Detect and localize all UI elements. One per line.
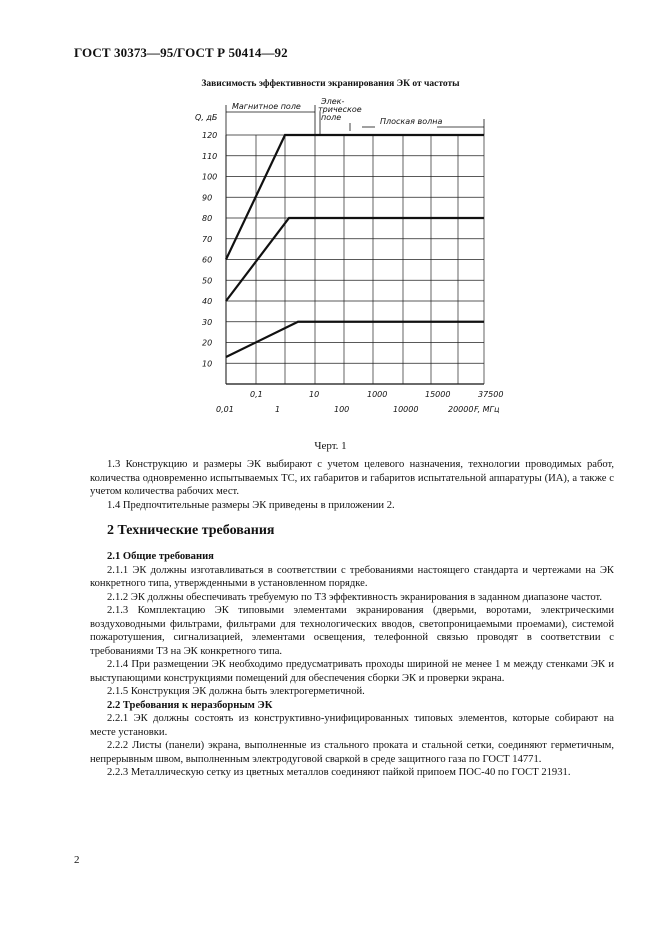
y-tick-label: 50: [202, 276, 213, 286]
x-tick-label-upper: 37500: [478, 390, 504, 399]
subsection-heading: 2.1 Общие требования: [107, 551, 214, 562]
chart-grid: [226, 135, 484, 384]
y-tick-label: 80: [202, 214, 213, 223]
region-label-magnetic: Магнитное поле: [232, 102, 301, 111]
figure-caption: Черт. 1: [314, 440, 347, 452]
figure-title: Зависимость эффективности экранирования ЭК от частоты: [201, 79, 460, 89]
shielding-chart: [190, 95, 504, 425]
intro-paragraphs: [90, 458, 614, 512]
paragraph-1-4: 1.4 Предпочтительные размеры ЭК приведены в приложении 2.: [107, 499, 395, 511]
y-tick-label: 40: [202, 297, 213, 306]
section-title: 2 Технические требования: [107, 523, 275, 538]
paragraph: 2.2.1 ЭК должны состоять из конструктивно-унифицированных типовых элементов, которые собирают на месте установки.: [90, 713, 614, 738]
main-paragraphs: [90, 550, 614, 780]
paragraph: 2.1.3 Комплектацию ЭК типовыми элементами экранирования (дверьми, воротами, электрическими воздуховодными фильтрами, фильтрами для технологических вводов, светопроницаемыми проемами), системой пожаротушения, сигнализацией, элементами освещения, телефонной связью проводят в соответствии с требованиями ТЗ на ЭК конкретного типа.: [90, 605, 614, 657]
paragraph: 2.1.1 ЭК должны изготавливаться в соответствии с требованиями настоящего стандарта и чертежами на ЭК конкретного типа, утвержденными в установленном порядке.: [90, 564, 614, 589]
x-tick-label-lower: 10000: [393, 405, 419, 414]
y-tick-label: 100: [202, 172, 218, 182]
paragraph: 2.2.3 Металлическую сетку из цветных металлов соединяют пайкой припоем ПОС-40 по ГОСТ 21931.: [107, 767, 571, 778]
x-tick-label-lower: 0,01: [216, 405, 234, 414]
x-tick-labels: [216, 390, 503, 414]
y-tick-label: 10: [202, 359, 213, 369]
paragraph: 2.1.4 При размещении ЭК необходимо предусматривать проходы шириной не менее 1 м между стенками ЭК и выступающими конструкциями помещений для обеспечения сборки ЭК и проверки экрана.: [90, 659, 614, 684]
y-tick-label: 70: [202, 234, 213, 244]
y-tick-labels: [202, 131, 217, 368]
page-number: 2: [74, 854, 80, 866]
x-tick-label-upper: 10: [309, 390, 320, 399]
paragraph-1-3: 1.3 Конструкцию и размеры ЭК выбирают с учетом целевого назначения, технологии проводимых работ, количества одновременно испытываемых ТС, их габаритов и габаритов испытательной аппаратуры (ИА), а также с учетом количества рабочих мест.: [90, 459, 614, 497]
y-tick-label: 20: [202, 338, 213, 348]
x-tick-label-upper: 0,1: [250, 390, 263, 399]
x-tick-label-upper: 15000: [425, 390, 451, 399]
y-tick-label: 90: [202, 193, 213, 203]
paragraph: 2.1.2 ЭК должны обеспечивать требуемую по ТЗ эффективность экранирования в заданном диапазоне частот.: [107, 591, 603, 603]
chart-series: [226, 135, 484, 357]
y-tick-label: 110: [202, 151, 218, 161]
region-label-plane: Плоская волна: [380, 117, 443, 126]
x-tick-label-lower: 100: [334, 405, 350, 414]
y-tick-label: 60: [202, 255, 213, 265]
x-tick-label-lower: 1: [275, 405, 281, 414]
x-axis-label: F, МГц: [474, 405, 500, 414]
paragraph: 2.1.5 Конструкция ЭК должна быть электрогерметичной.: [107, 686, 365, 697]
series-line-3: [226, 322, 484, 357]
y-tick-label: 120: [202, 131, 218, 140]
region-label-electric: Элек-трическое поле: [318, 97, 362, 122]
y-tick-label: 30: [202, 317, 213, 327]
x-tick-label-lower: 20000: [448, 405, 474, 414]
y-axis-label: Q, дБ: [195, 113, 218, 122]
paragraph: 2.2.2 Листы (панели) экрана, выполненные из стального проката и стальной сетки, соединяют герметичным, непрерывным швом, выполненным электродуговой сваркой в среде защитного газа по ГОСТ 14771.: [90, 740, 614, 765]
document-header: ГОСТ 30373—95/ГОСТ Р 50414—92: [74, 45, 288, 60]
x-tick-label-upper: 1000: [367, 390, 388, 399]
subsection-heading: 2.2 Требования к неразборным ЭК: [107, 699, 273, 711]
